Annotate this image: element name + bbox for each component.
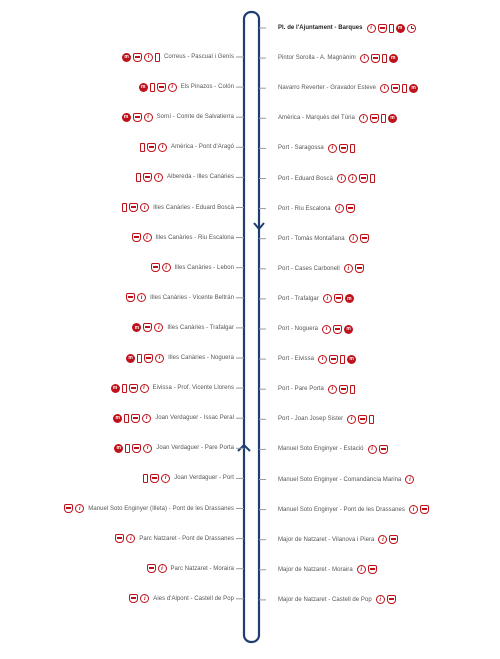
bus-icon <box>132 233 141 242</box>
route-stop-right[interactable] <box>278 140 355 156</box>
route-stop-left[interactable] <box>151 260 234 276</box>
tram-icon <box>122 384 127 393</box>
tram-icon <box>369 415 374 424</box>
info-icon: i <box>359 114 368 123</box>
info-icon: i <box>143 444 152 453</box>
bus-icon <box>147 143 156 152</box>
tram-icon <box>350 385 355 394</box>
stop-service-icons <box>367 24 416 33</box>
tram-icon <box>137 354 142 363</box>
route-stop-left[interactable] <box>139 79 234 95</box>
info-icon: i <box>140 384 149 393</box>
stop-name: Port - Riu Escalona <box>278 205 331 212</box>
route-stop-left[interactable] <box>132 230 234 246</box>
route-stop-left[interactable] <box>64 501 234 517</box>
tram-icon <box>140 143 145 152</box>
route-stop-right[interactable] <box>278 261 364 277</box>
info-icon: i <box>168 83 177 92</box>
route-stop-left[interactable] <box>126 290 234 306</box>
route-stop-right[interactable] <box>278 291 354 307</box>
info-icon: i <box>409 505 418 514</box>
metro-icon: m <box>347 355 356 364</box>
info-icon: i <box>158 564 167 573</box>
info-icon: i <box>344 264 353 273</box>
stop-name: Major de Natzaret - Castell de Pop <box>278 596 372 603</box>
stop-name: Port - Trafalgar <box>278 295 319 302</box>
stop-service-icons <box>140 143 167 152</box>
stop-name: Eivissa - Prof. Vicente Llorens <box>152 385 234 392</box>
stop-name: Manuel Soto Enginyer - Comandància Marina <box>278 476 402 483</box>
stop-service-icons <box>378 535 398 544</box>
stop-service-icons <box>376 595 396 604</box>
bus-icon <box>144 354 153 363</box>
stop-service-icons <box>64 504 84 513</box>
route-stop-right[interactable] <box>278 441 388 457</box>
info-icon: i <box>323 294 332 303</box>
info-icon: i <box>328 144 337 153</box>
stop-name: Joan Verdaguer - Pare Porta <box>156 445 234 452</box>
bus-icon <box>339 144 348 153</box>
info-icon: i <box>154 173 163 182</box>
route-stop-left[interactable] <box>115 531 234 547</box>
route-stop-right[interactable] <box>278 20 416 36</box>
route-stop-right[interactable] <box>278 381 355 397</box>
stop-name: Joan Verdaguer - Port <box>174 475 234 482</box>
bus-icon <box>378 24 387 33</box>
bus-icon <box>329 355 338 364</box>
route-stop-left[interactable] <box>136 169 234 185</box>
metro-icon: m <box>132 323 141 332</box>
stop-name: Pintor Sorolla - A. Magnànim <box>278 55 356 62</box>
metro-icon: m <box>111 384 120 393</box>
bus-icon <box>129 203 138 212</box>
bus-icon <box>150 474 159 483</box>
info-icon: i <box>367 24 376 33</box>
metro-icon: m <box>122 113 131 122</box>
route-loop-line <box>244 12 259 642</box>
metro-icon: m <box>122 53 131 62</box>
tram-icon <box>340 355 345 364</box>
stop-name: Port - Eduard Boscà <box>278 175 333 182</box>
bus-icon <box>370 114 379 123</box>
stop-name: Illes Canàries - Trafalgar <box>167 324 234 331</box>
tram-icon <box>381 114 386 123</box>
stop-service-icons <box>318 355 356 364</box>
route-stop-right[interactable] <box>278 50 398 66</box>
stop-service-icons <box>122 53 160 62</box>
stop-name: Port - Noguera <box>278 326 319 332</box>
tram-icon <box>370 174 375 183</box>
info-icon: i <box>143 233 152 242</box>
stop-service-icons <box>349 234 369 243</box>
tram-icon <box>136 173 141 182</box>
route-stop-left[interactable] <box>114 440 234 456</box>
stop-service-icons <box>347 415 374 424</box>
stop-name: Correus - Pascual i Genís <box>164 54 234 60</box>
metro-icon: m <box>139 83 148 92</box>
info-icon: i <box>154 323 163 332</box>
stop-name: Parc Natzaret - Moraira <box>170 565 234 572</box>
stop-name: Manuel Soto Enginyer - Pont de les Drassanes <box>278 506 405 513</box>
stop-name: Parc Natzaret - Pont de Drassanes <box>139 535 234 542</box>
stop-service-icons <box>323 294 354 303</box>
stop-name: Port - Tomàs Montañana <box>278 235 345 242</box>
info-icon: i <box>357 565 366 574</box>
stop-name: Illes Canàries - Vicente Beltrán <box>150 294 234 301</box>
stop-name: Illes Canàries - Riu Escalona <box>155 234 234 241</box>
bus-icon <box>389 535 398 544</box>
stop-service-icons <box>126 354 164 363</box>
stop-name: Port - Joan Josep Sister <box>278 416 344 423</box>
tram-icon <box>350 144 355 153</box>
stop-service-icons <box>405 475 414 484</box>
stop-service-icons <box>151 263 171 272</box>
bus-icon <box>420 505 429 514</box>
bus-icon <box>355 264 364 273</box>
route-stop-left[interactable] <box>122 109 234 125</box>
stop-name: Illes Canàries - Eduard Boscà <box>153 204 234 211</box>
stop-service-icons <box>344 264 364 273</box>
info-icon: i <box>376 595 385 604</box>
stop-service-icons <box>322 325 353 334</box>
route-stop-right[interactable] <box>278 110 397 126</box>
stop-name: Els Pinazos - Colón <box>180 84 234 91</box>
bus-icon <box>147 564 156 573</box>
stop-name: Port - Eivissa <box>278 356 315 363</box>
route-stop-right[interactable] <box>278 231 369 247</box>
tram-icon <box>150 83 155 92</box>
bus-icon <box>360 234 369 243</box>
tram-icon <box>155 53 160 62</box>
route-stop-right[interactable] <box>278 351 356 367</box>
stop-name: Albereda - Illes Canàries <box>167 174 234 181</box>
route-stop-right[interactable] <box>278 592 396 608</box>
bus-icon <box>133 53 142 62</box>
metro-icon: m <box>389 54 398 63</box>
stop-name: Aies d'Alpont - Castell de Pop <box>153 595 234 602</box>
stop-service-icons <box>113 414 151 423</box>
stop-name: Joan Verdaguer - Issac Peral <box>155 415 234 422</box>
route-stop-left[interactable] <box>122 200 234 216</box>
stop-service-icons <box>129 594 149 603</box>
stop-service-icons <box>122 203 149 212</box>
info-icon: i <box>322 325 331 334</box>
info-icon: i <box>335 204 344 213</box>
bus-icon <box>368 565 377 574</box>
stop-service-icons <box>360 54 398 63</box>
stop-name: Port - Saragossa <box>278 145 324 152</box>
info-icon: i <box>360 54 369 63</box>
route-stop-right[interactable] <box>278 201 355 217</box>
info-icon: i <box>140 203 149 212</box>
route-stop-right[interactable] <box>278 562 377 578</box>
tram-icon <box>382 54 387 63</box>
metro-icon: m <box>344 325 353 334</box>
route-stop-right[interactable] <box>278 502 429 518</box>
metro-icon: m <box>114 444 123 453</box>
bus-icon <box>133 113 142 122</box>
metro-icon: m <box>396 24 405 33</box>
stop-name: Major de Natzaret - Vilanova i Piera <box>278 536 375 543</box>
route-stop-right[interactable] <box>278 411 374 427</box>
bus-icon <box>358 415 367 424</box>
info-icon: i <box>380 84 389 93</box>
stop-name: Pl. de l'Ajuntament - Barques <box>278 25 363 31</box>
info-icon: i <box>144 113 153 122</box>
stop-name: Amèrica - Marquès del Túria <box>278 115 355 122</box>
stop-service-icons <box>126 293 146 302</box>
stop-service-icons <box>132 233 152 242</box>
info-icon: i <box>368 445 377 454</box>
stop-name: Port - Pare Porta <box>278 386 324 393</box>
stop-name: Manuel Soto Enginyer - Estació <box>278 446 364 453</box>
stop-service-icons <box>368 445 388 454</box>
info-icon: i <box>158 143 167 152</box>
route-stop-right[interactable] <box>278 472 414 488</box>
route-stop-left[interactable] <box>143 470 234 486</box>
route-stop-left[interactable] <box>129 591 234 607</box>
route-stop-right[interactable] <box>278 171 375 187</box>
bus-icon <box>387 595 396 604</box>
bus-icon <box>333 325 342 334</box>
bus-icon <box>339 385 348 394</box>
route-stop-right[interactable] <box>278 80 418 96</box>
stop-service-icons <box>328 144 355 153</box>
stop-service-icons <box>380 84 418 93</box>
info-icon: i <box>348 174 357 183</box>
bus-icon <box>151 263 160 272</box>
bus-icon <box>129 384 138 393</box>
stop-name: Major de Natzaret - Moraira <box>278 566 353 573</box>
info-icon: i <box>349 234 358 243</box>
clock-icon <box>407 24 416 33</box>
bus-icon <box>115 534 124 543</box>
stop-name: Illes Canàries - Noguera <box>168 355 234 361</box>
stop-name: Navarro Reverter - Gravador Esteve <box>278 85 377 92</box>
info-icon: i <box>140 594 149 603</box>
stop-name: Manuel Soto Enginyer (Illeta) - Pont de les Drassanes <box>88 505 234 512</box>
info-icon: i <box>378 535 387 544</box>
info-icon: i <box>347 415 356 424</box>
bus-icon <box>143 323 152 332</box>
stop-service-icons <box>132 323 163 332</box>
bus-icon <box>126 293 135 302</box>
bus-icon <box>334 294 343 303</box>
metro-icon: m <box>126 354 135 363</box>
info-icon: i <box>137 293 146 302</box>
metro-icon: m <box>345 294 354 303</box>
bus-icon <box>64 504 73 513</box>
info-icon: i <box>162 263 171 272</box>
route-stop-left[interactable] <box>111 380 234 396</box>
stop-name: Amèrica - Pont d'Aragó <box>171 144 234 151</box>
stop-service-icons <box>111 384 149 393</box>
route-stop-right[interactable] <box>278 532 398 548</box>
metro-icon: m <box>113 414 122 423</box>
stop-service-icons <box>409 505 429 514</box>
route-stop-left[interactable] <box>132 320 234 336</box>
info-icon: i <box>126 534 135 543</box>
stop-service-icons <box>114 444 152 453</box>
bus-icon <box>359 174 368 183</box>
bus-icon <box>157 83 166 92</box>
bus-icon <box>129 594 138 603</box>
bus-icon <box>131 414 140 423</box>
metro-icon: m <box>388 114 397 123</box>
stop-service-icons <box>357 565 377 574</box>
bus-icon <box>143 173 152 182</box>
bus-icon <box>379 445 388 454</box>
stop-service-icons <box>122 113 153 122</box>
tram-icon <box>124 414 129 423</box>
tram-icon <box>402 84 407 93</box>
info-icon: i <box>405 475 414 484</box>
info-icon: i <box>155 354 164 363</box>
bus-icon <box>346 204 355 213</box>
metro-icon: m <box>409 84 418 93</box>
info-icon: i <box>142 414 151 423</box>
info-icon: i <box>144 53 153 62</box>
route-stop-left[interactable] <box>122 49 234 65</box>
tram-icon <box>125 444 130 453</box>
stop-service-icons <box>335 204 355 213</box>
stop-service-icons <box>359 114 397 123</box>
route-stop-left[interactable] <box>140 139 234 155</box>
stop-name: Sorní - Comte de Salvatierra <box>156 114 234 121</box>
route-stop-left[interactable] <box>147 561 235 577</box>
route-stop-left[interactable] <box>126 350 234 366</box>
stop-service-icons <box>337 174 375 183</box>
bus-icon <box>391 84 400 93</box>
stop-service-icons <box>147 564 167 573</box>
stop-service-icons <box>143 474 170 483</box>
route-stop-right[interactable] <box>278 321 353 337</box>
tram-icon <box>389 24 394 33</box>
tram-icon <box>143 474 148 483</box>
tram-icon <box>122 203 127 212</box>
info-icon: i <box>161 474 170 483</box>
info-icon: i <box>337 174 346 183</box>
route-stop-left[interactable] <box>113 410 234 426</box>
stop-name: Illes Canàries - Lebon <box>174 264 234 271</box>
stop-service-icons <box>115 534 135 543</box>
bus-icon <box>371 54 380 63</box>
stop-service-icons <box>139 83 177 92</box>
info-icon: i <box>328 385 337 394</box>
info-icon: i <box>318 355 327 364</box>
bus-icon <box>132 444 141 453</box>
stop-service-icons <box>136 173 163 182</box>
stop-name: Port - Cases Carbonell <box>278 265 340 272</box>
info-icon: i <box>75 504 84 513</box>
stop-service-icons <box>328 385 355 394</box>
